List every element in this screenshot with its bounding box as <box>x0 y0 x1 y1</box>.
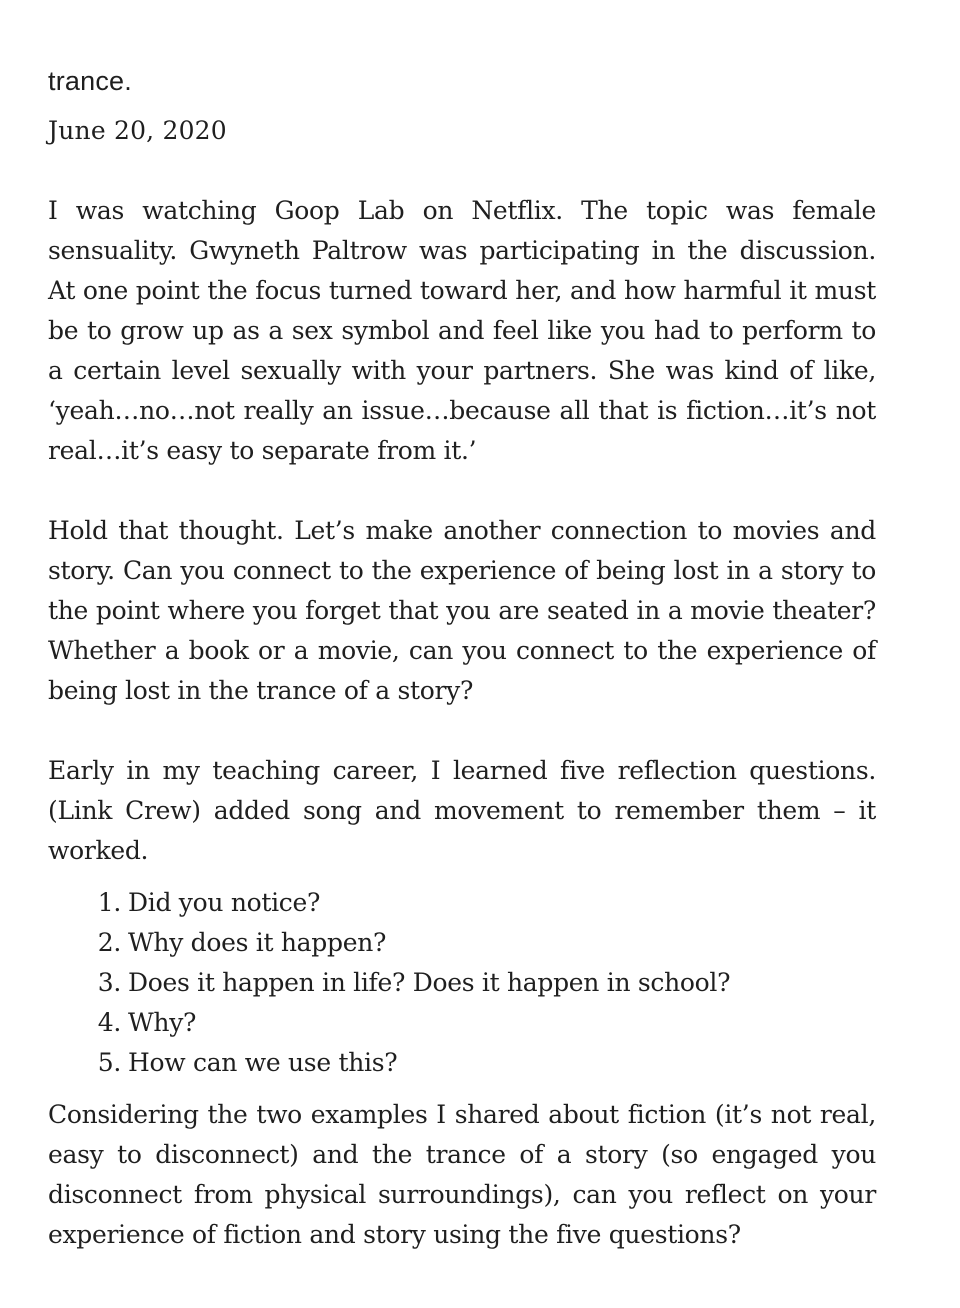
list-item-text: Why does it happen? <box>128 928 387 957</box>
paragraph-teaching-career: Early in my teaching career, I learned five reflection questions. (Link Crew) added song and movement to remember them – it worked. <box>48 756 876 865</box>
list-item <box>97 923 876 963</box>
paragraph-hold-that-thought: Hold that thought. Let’s make another connection to movies and story. Can you connect to the experience of being lost in a story to the point where you forget that you are seated in a movie theater? Whether a book or a movie, can you connect to the experience of being lost in the trance of a story? <box>48 516 876 705</box>
paragraph-considering: Considering the two examples I shared about fiction (it’s not real, easy to disconnect) and the trance of a story (so engaged you disconnect from physical surroundings), can you reflect on your experience of fiction and story using the five questions? <box>48 1100 876 1249</box>
list-item-text: How can we use this? <box>128 1048 398 1077</box>
list-item-number: 1. <box>97 888 121 917</box>
list-item-text: Does it happen in life? Does it happen in school? <box>128 968 731 997</box>
paragraph-goop-lab: I was watching Goop Lab on Netflix. The topic was female sensuality. Gwyneth Paltrow was participating in the discussion. At one point the focus turned toward her, and how harmful it must be to grow up as a sex symbol and feel like you had to perform to a certain level sexually with your partners. She was kind of like, ‘yeah…no…not really an issue…because all that is fiction…it’s not real…it’s easy to separate from it.’ <box>48 196 876 465</box>
list-item-number: 2. <box>97 928 121 957</box>
list-item <box>97 883 876 923</box>
list-item-text: Did you notice? <box>128 888 321 917</box>
list-item-number: 3. <box>97 968 121 997</box>
list-item <box>97 1043 876 1083</box>
list-item <box>97 963 876 1003</box>
list-item-number: 4. <box>97 1008 121 1037</box>
reflection-questions-list <box>48 883 876 1083</box>
list-item-text: Why? <box>128 1008 197 1037</box>
list-item <box>97 1003 876 1043</box>
post-date: June 20, 2020 <box>48 116 227 145</box>
post-title: trance. <box>48 66 132 96</box>
list-item-number: 5. <box>97 1048 121 1077</box>
